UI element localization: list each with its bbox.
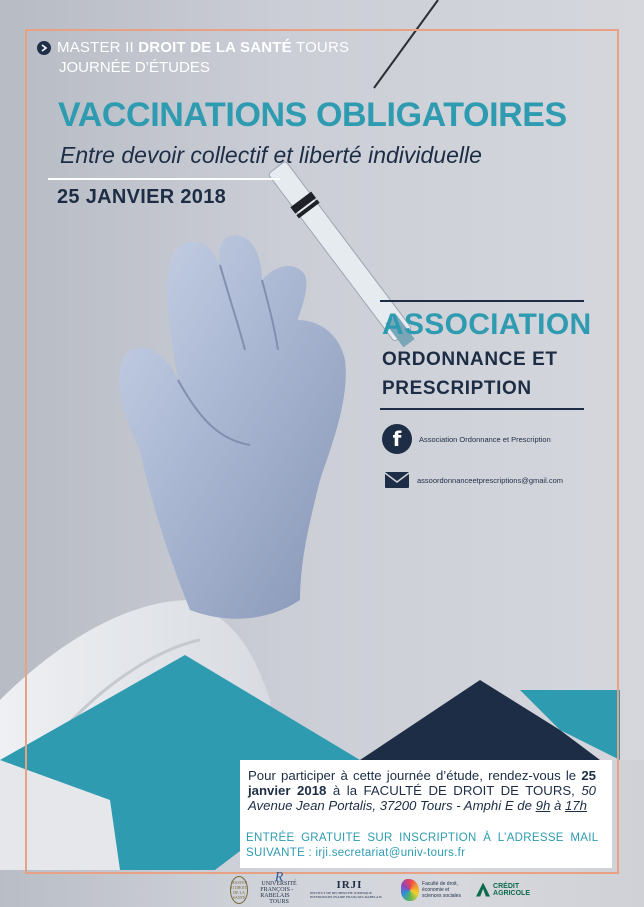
facebook-page-name: Association Ordonnance et Prescription [419, 434, 551, 444]
association-email: assoordonnanceetprescriptions@gmail.com [417, 475, 564, 485]
registration-label: SUIVANTE : [246, 847, 316, 859]
university-city: TOURS [269, 898, 289, 905]
event-subtitle: Entre devoir collectif et liberté individuelle [60, 142, 482, 168]
facebook-icon: f [382, 424, 412, 454]
master-logo: MASTER II DROIT DE LA SANTÉ [230, 876, 248, 904]
university-mark-icon: R [274, 869, 284, 885]
partner-logos [230, 869, 530, 907]
header [37, 38, 597, 78]
info-venue: à la FACULTÉ DE DROIT DE TOURS, [326, 783, 575, 798]
info-line1: Pour participer à cette journée d’étude, rendez-vous le [248, 768, 577, 783]
irji-subtitle: INSTITUT DE RECHERCHE JURIDIQUE INTERDISCIPLINAIRE FRANÇOIS-RABELAIS [309, 891, 382, 899]
association-name-line1: ORDONNANCE ET [382, 349, 558, 370]
association-top-rule [380, 300, 584, 302]
info-start-time: 9h [535, 798, 551, 813]
event-date: 25 JANVIER 2018 [57, 186, 227, 208]
irji-logo [310, 880, 389, 899]
master-prefix: MASTER II [57, 39, 139, 56]
registration-email[interactable]: irji.secretariat@univ-tours.fr [315, 847, 466, 859]
envelope-icon [384, 469, 410, 491]
association-name [382, 345, 602, 403]
registration-text [246, 831, 598, 861]
chevron-right-icon [37, 41, 51, 55]
registration-line1: ENTRÉE GRATUITE SUR INSCRIPTION À L’ADRESSE MAIL [246, 832, 598, 844]
info-end-time: 17h [564, 798, 587, 813]
credit-agricole-mark-icon [476, 883, 490, 897]
email-contact[interactable] [384, 469, 563, 491]
info-address: 50 Avenue Jean Portalis, 37200 Tours [248, 783, 596, 813]
event-type: JOURNÉE D’ÉTUDES [59, 59, 210, 76]
ca-line1: CRÉDIT [493, 882, 520, 890]
association-label: ASSOCIATION [382, 308, 592, 341]
facebook-contact[interactable] [382, 424, 551, 454]
faculty-name: Faculté de droit, économie et sciences sociales [422, 880, 461, 899]
info-amphi: - Amphi E de [452, 798, 536, 813]
event-title: VACCINATIONS OBLIGATOIRES [58, 96, 567, 134]
faculty-logo [401, 879, 464, 901]
ca-line2: AGRICOLE [493, 889, 530, 897]
date-divider [48, 178, 280, 180]
university-sub: FRANÇOIS - RABELAIS [260, 886, 294, 899]
university-name: UNIVERSITÉ [261, 880, 297, 887]
association-name-line2: PRESCRIPTION [382, 378, 532, 399]
master-program: DROIT DE LA SANTÉ [138, 39, 292, 56]
university-logo [260, 869, 298, 905]
info-time-sep: à [550, 798, 565, 813]
info-text [248, 768, 596, 813]
credit-agricole-logo [476, 883, 530, 897]
faculty-mark-icon [401, 879, 419, 901]
master-city: TOURS [291, 39, 350, 56]
master-line [37, 38, 597, 58]
info-date: 25 janvier 2018 [248, 768, 597, 798]
association-bottom-rule [380, 408, 584, 410]
irji-name: IRJI [336, 879, 363, 891]
